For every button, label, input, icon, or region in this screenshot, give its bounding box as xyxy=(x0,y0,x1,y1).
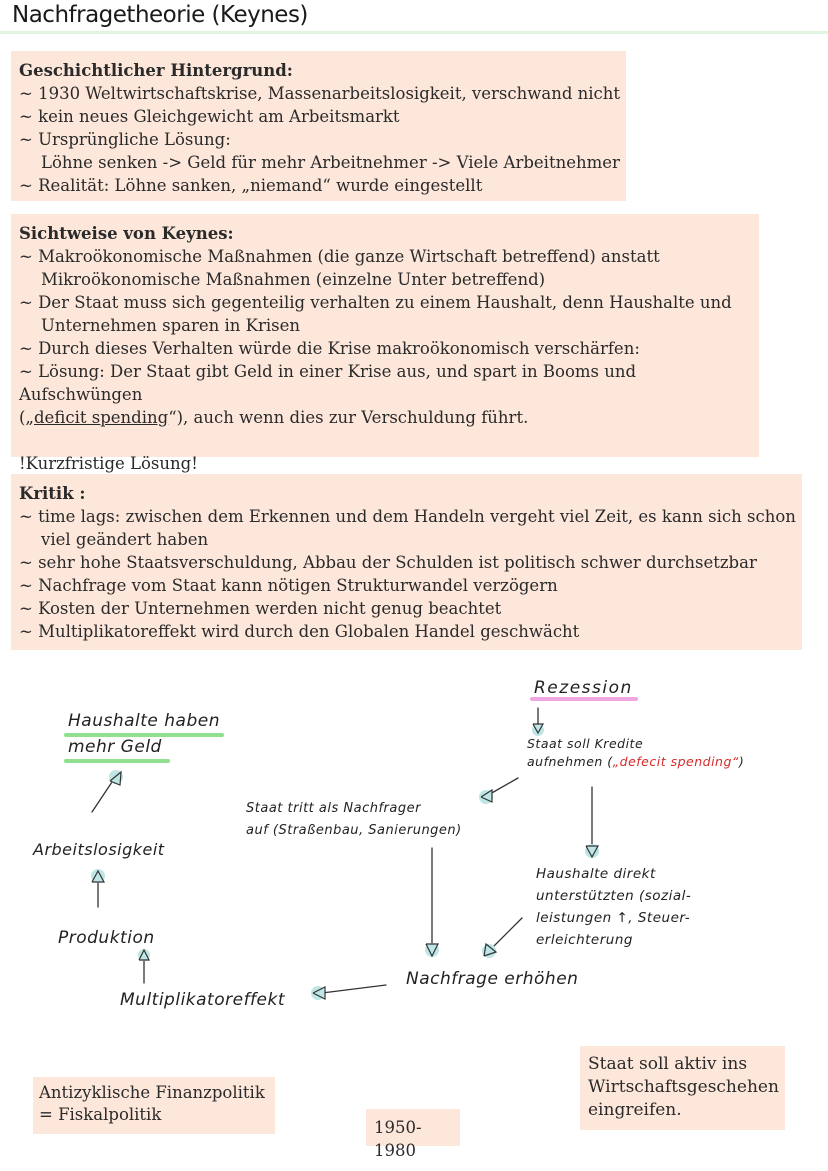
text-line: ~ Makroökonomische Maßnahmen (die ganze Wirtschaft betreffend) anstatt xyxy=(19,247,660,266)
text-line: ~ Ursprüngliche Lösung: xyxy=(19,130,231,149)
text-line: Löhne senken -> Geld für mehr Arbeitnehmer -> Viele Arbeitnehmer xyxy=(41,153,620,172)
text-fragment: ) xyxy=(738,754,745,769)
note-short-term: !Kurzfristige Lösung! xyxy=(19,454,198,473)
text-line: eingreifen. xyxy=(588,1100,682,1120)
text-line: ~ Kosten der Unternehmen werden nicht genug beachtet xyxy=(19,599,502,618)
text-fragment: („ xyxy=(19,408,34,427)
text-line: Unternehmen sparen in Krisen xyxy=(41,316,301,335)
label-haushalte-haben-1: Haushalte haben xyxy=(68,711,220,731)
label-staat-kredite-2 xyxy=(527,754,744,769)
text-line: ~ sehr hohe Staatsverschuldung, Abbau der Schulden ist politisch schwer durchsetzbar xyxy=(19,553,757,572)
section-heading: Kritik : xyxy=(19,484,86,503)
label-haushalte-haben-2: mehr Geld xyxy=(68,737,162,757)
label-haushalte-direkt-3: leistungen ↑, Steuer- xyxy=(536,910,691,926)
deficit-spending-term: deficit spending xyxy=(34,408,169,427)
text-line: ~ kein neues Gleichgewicht am Arbeitsmarkt xyxy=(19,107,400,126)
arrow-arbeitslosigkeit-to-haushalte xyxy=(92,782,112,812)
label-nachfrage-erhoehen: Nachfrage erhöhen xyxy=(406,969,579,989)
text-line: ~ time lags: zwischen dem Erkennen und dem Handeln vergeht viel Zeit, es kann sich schon xyxy=(19,507,796,526)
arrow-haushalte-to-nachfrage xyxy=(492,918,522,948)
text-fragment: “), auch wenn dies zur Verschuldung führt. xyxy=(168,408,529,427)
label-haushalte-direkt-4: erleichterung xyxy=(536,932,633,948)
label-haushalte-direkt-1: Haushalte direkt xyxy=(536,866,656,882)
page-title: Nachfragetheorie (Keynes) xyxy=(12,2,308,28)
text-line: Mikroökonomische Maßnahmen (einzelne Unter betreffend) xyxy=(41,270,546,289)
defecit-spending-note: „defecit spending“ xyxy=(612,754,739,769)
section-heading: Geschichtlicher Hintergrund: xyxy=(19,61,293,80)
label-haushalte-direkt-2: unterstützten (sozial- xyxy=(536,888,692,904)
text-line: ~ Lösung: Der Staat gibt Geld in einer Krise aus, und spart in Booms und Aufschwüngen xyxy=(19,362,637,404)
label-arbeitslosigkeit: Arbeitslosigkeit xyxy=(33,840,165,859)
text-line: ~ Durch dieses Verhalten würde die Krise makroökonomisch verschärfen: xyxy=(19,339,640,358)
label-staat-kredite-1: Staat soll Kredite xyxy=(527,736,644,751)
label-staat-nachfrager-1: Staat tritt als Nachfrager xyxy=(246,801,421,816)
label-multiplikatoreffekt: Multiplikatoreffekt xyxy=(120,990,286,1010)
arrow-nachfrage-to-multiplikator xyxy=(322,985,386,993)
text-fragment: aufnehmen ( xyxy=(527,754,613,769)
section-heading: Sichtweise von Keynes: xyxy=(19,224,234,243)
period-label: 1950-1980 xyxy=(374,1118,422,1160)
text-line: viel geändert haben xyxy=(41,530,209,549)
text-line: ~ Der Staat muss sich gegenteilig verhalten zu einem Haushalt, denn Haushalte und xyxy=(19,293,732,312)
staat-aktiv-box xyxy=(580,1046,785,1130)
text-line: ~ Multiplikatoreffekt wird durch den Globalen Handel geschwächt xyxy=(19,622,580,641)
text-line: ~ Nachfrage vom Staat kann nötigen Strukturwandel verzögern xyxy=(19,576,558,595)
text-line: ~ 1930 Weltwirtschaftskrise, Massenarbeitslosigkeit, verschwand nicht xyxy=(19,84,621,103)
text-line: = Fiskalpolitik xyxy=(39,1105,162,1124)
label-produktion: Produktion xyxy=(58,928,155,948)
label-rezession: Rezession xyxy=(534,678,633,698)
period-box xyxy=(366,1109,460,1160)
text-line: ~ Realität: Löhne sanken, „niemand“ wurde eingestellt xyxy=(19,176,483,195)
text-line: Antizyklische Finanzpolitik xyxy=(39,1083,265,1102)
arrow-kredite-to-nachfrager xyxy=(490,778,518,794)
text-line: Wirtschaftsgeschehen xyxy=(588,1077,779,1097)
text-line: Staat soll aktiv ins xyxy=(588,1054,748,1074)
antizyklische-finanzpolitik-box xyxy=(33,1077,275,1134)
label-staat-nachfrager-2: auf (Straßenbau, Sanierungen) xyxy=(246,823,462,838)
